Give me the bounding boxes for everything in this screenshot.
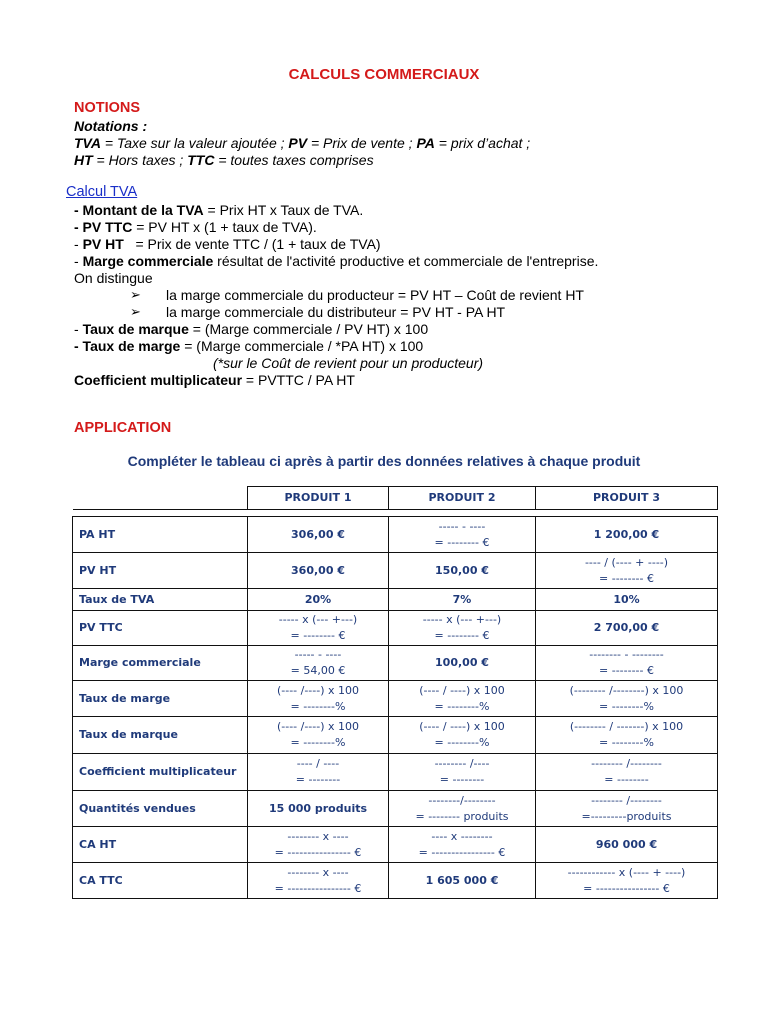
table-cell[interactable]	[536, 553, 718, 589]
product-table-body	[73, 487, 718, 899]
calcul-tva-link[interactable]: Calcul TVA	[66, 184, 138, 200]
cell-line: = -------- €	[290, 629, 346, 642]
table-row	[73, 646, 718, 681]
pv-ht-label: PV HT	[82, 236, 124, 252]
table-cell[interactable]	[536, 791, 718, 827]
ht-abbr: HT	[74, 152, 93, 168]
cell-value: 100,00 €	[435, 656, 489, 669]
taux-marge-label: - Taux de marge	[74, 338, 181, 354]
cell-line: (---- /----) x 100	[276, 683, 360, 697]
cell-line: = -------- €	[599, 664, 654, 677]
cell-value: 15 000 produits	[268, 801, 368, 815]
cell-line: (---- / ----) x 100	[419, 683, 505, 697]
cell-value: 306,00 €	[291, 527, 345, 541]
pa-abbr: PA	[416, 135, 435, 151]
montant-label: - Montant de la TVA	[74, 202, 204, 218]
row-label: Coefficient multiplicateur	[73, 754, 248, 791]
row-label: Taux de marque	[73, 717, 248, 754]
ttc-abbr: TTC	[187, 152, 215, 168]
application-heading: APPLICATION	[74, 420, 172, 436]
table-header-row	[73, 487, 718, 510]
bullet-distributeur: la marge commerciale du distributeur = PV HT - PA HT	[166, 304, 506, 320]
pv-abbr: PV	[288, 135, 308, 151]
row-label: CA HT	[73, 827, 248, 863]
bullet-producteur: la marge commerciale du producteur = PV HT – Coût de revient HT	[166, 287, 584, 303]
row-label: Taux de marge	[73, 681, 248, 717]
cell-value: 150,00 €	[435, 563, 489, 577]
cell-value: 1 605 000 €	[425, 873, 499, 887]
cell-line: (---- /----) x 100	[276, 720, 360, 733]
header-produit-3: PRODUIT 3	[536, 487, 718, 510]
table-cell[interactable]	[536, 863, 718, 899]
cell-line: = -------- €	[434, 535, 490, 549]
table-cell[interactable]	[389, 791, 536, 827]
table-cell[interactable]	[248, 754, 389, 791]
tva-abbr: TVA	[74, 135, 101, 151]
table-cell	[536, 517, 718, 553]
table-cell[interactable]	[389, 717, 536, 754]
row-label: PV HT	[73, 553, 248, 589]
application-instruction: Compléter le tableau ci après à partir des données relatives à chaque produit	[127, 453, 641, 469]
taux-marque-line	[74, 321, 428, 338]
table-cell	[248, 589, 389, 611]
cell-line: = ---------------- €	[274, 845, 362, 859]
cell-line: --------/--------	[428, 793, 496, 807]
pv-ttc-label: - PV TTC	[74, 219, 133, 235]
pv-def: = Prix de vente ;	[307, 135, 417, 151]
cell-line: (-------- /--------) x 100	[569, 683, 684, 697]
table-cell	[248, 791, 389, 827]
table-cell[interactable]	[248, 863, 389, 899]
taux-marque-prefix: -	[74, 321, 83, 337]
row-label: Quantités vendues	[73, 791, 248, 827]
cell-line: ----- x (--- +---)	[422, 613, 502, 626]
table-cell	[248, 553, 389, 589]
table-cell	[536, 589, 718, 611]
cell-value: 7%	[452, 592, 472, 606]
marge-formula: résultat de l'activité productive et commerciale de l'entreprise.	[213, 253, 599, 269]
table-cell[interactable]	[248, 717, 389, 754]
pv-ttc-formula: = PV HT x (1 + taux de TVA).	[132, 219, 317, 235]
gap-cell	[248, 510, 389, 517]
pv-ttc-line	[74, 219, 317, 236]
cell-line: -------- - --------	[589, 648, 664, 661]
ttc-def: = toutes taxes comprises	[214, 152, 374, 168]
table-row	[73, 681, 718, 717]
table-cell[interactable]	[248, 646, 389, 681]
table-cell	[248, 517, 389, 553]
notations-line-1	[74, 135, 530, 152]
cell-line: = ---------------- €	[274, 881, 362, 895]
row-label: Marge commerciale	[73, 646, 248, 681]
cell-line: = -------- €	[434, 629, 490, 642]
table-row	[73, 517, 718, 553]
bullet-arrow-icon: ➢	[130, 304, 141, 319]
table-cell[interactable]	[389, 681, 536, 717]
table-row	[73, 553, 718, 589]
cell-value: 360,00 €	[291, 563, 345, 577]
cell-line: -------- x ----	[287, 829, 349, 843]
cell-line: = ---------------- €	[583, 881, 670, 895]
table-cell[interactable]	[389, 754, 536, 791]
montant-formula: = Prix HT x Taux de TVA.	[203, 202, 364, 218]
row-label: Taux de TVA	[73, 589, 248, 611]
cell-line: (---- / ----) x 100	[419, 720, 505, 733]
cell-value: 2 700,00 €	[593, 621, 660, 634]
coef-formula: = PVTTC / PA HT	[242, 372, 355, 388]
page-title: CALCULS COMMERCIAUX	[288, 66, 480, 83]
cell-value: 1 200,00 €	[593, 527, 660, 541]
table-cell[interactable]	[536, 717, 718, 754]
pv-ht-line	[74, 236, 381, 253]
cell-line: =---------produits	[581, 809, 672, 823]
cell-line: = --------%	[599, 699, 654, 713]
table-cell[interactable]	[248, 681, 389, 717]
taux-marque-label: Taux de marque	[82, 321, 189, 337]
marge-line	[74, 253, 598, 270]
cell-line: ---- / (---- + ----)	[584, 555, 669, 569]
gap-cell	[389, 510, 536, 517]
coef-line	[74, 372, 355, 389]
header-produit-2: PRODUIT 2	[389, 487, 536, 510]
cell-line: = --------%	[290, 736, 346, 749]
cell-line: ----- x (--- +---)	[278, 613, 358, 626]
cell-line: -------- x ----	[287, 865, 349, 879]
gap-cell	[536, 510, 718, 517]
cell-line: ----- - ----	[294, 648, 342, 661]
cell-line: = --------%	[434, 699, 490, 713]
table-row	[73, 611, 718, 646]
empty-corner-cell	[73, 487, 248, 510]
cell-line: (-------- / -------) x 100	[569, 720, 684, 733]
table-row	[73, 717, 718, 754]
cell-line: ------------ x (---- + ----)	[567, 865, 686, 879]
table-cell[interactable]	[536, 646, 718, 681]
cell-line: ---- / ----	[296, 757, 340, 770]
cell-line: ----- - ----	[438, 519, 486, 533]
row-label: PA HT	[73, 517, 248, 553]
cell-line: = --------	[295, 773, 341, 786]
table-cell	[389, 589, 536, 611]
coef-label: Coefficient multiplicateur	[74, 372, 243, 388]
cell-line: = -------- €	[599, 571, 654, 585]
ht-def: = Hors taxes ;	[92, 152, 188, 168]
cell-line: ---- x --------	[431, 829, 493, 843]
table-cell[interactable]	[248, 611, 389, 646]
table-cell[interactable]	[248, 827, 389, 863]
table-row	[73, 827, 718, 863]
notations-line-2	[74, 152, 374, 169]
header-gap-row	[73, 510, 718, 517]
taux-marge-formula: = (Marge commerciale / *PA HT) x 100	[180, 338, 424, 354]
cell-line: = --------%	[434, 736, 490, 749]
row-label: PV TTC	[73, 611, 248, 646]
pa-def: = prix d’achat ;	[434, 135, 531, 151]
cell-line: = --------	[439, 773, 485, 786]
cell-value: 960 000 €	[595, 837, 658, 851]
table-row	[73, 863, 718, 899]
notations-label: Notations :	[74, 118, 148, 134]
marge-prefix: -	[74, 253, 83, 269]
table-cell	[536, 611, 718, 646]
notions-heading: NOTIONS	[74, 100, 141, 116]
cout-revient-note: (*sur le Coût de revient pour un producteur)	[213, 355, 484, 371]
table-cell[interactable]	[536, 681, 718, 717]
cell-line: = -------- produits	[415, 809, 509, 823]
cell-line: -------- /--------	[591, 793, 662, 807]
cell-line: = 54,00 €	[290, 664, 346, 677]
pv-ht-formula: = Prix de vente TTC / (1 + taux de TVA)	[123, 236, 381, 252]
cell-value: 10%	[613, 592, 640, 606]
taux-marge-line	[74, 338, 423, 355]
table-row	[73, 791, 718, 827]
marge-label: Marge commerciale	[82, 253, 214, 269]
table-cell	[536, 827, 718, 863]
table-cell	[389, 553, 536, 589]
cell-line: = ---------------- €	[418, 845, 506, 859]
cell-line: = --------%	[599, 736, 654, 749]
table-row	[73, 589, 718, 611]
cell-line: -------- /----	[434, 757, 490, 770]
table-cell[interactable]	[389, 611, 536, 646]
cell-line: = --------	[604, 773, 649, 786]
table-row	[73, 754, 718, 791]
table-cell[interactable]	[389, 827, 536, 863]
table-cell	[389, 646, 536, 681]
table-cell	[389, 863, 536, 899]
row-label: CA TTC	[73, 863, 248, 899]
tva-def: = Taxe sur la valeur ajoutée ;	[100, 135, 289, 151]
montant-tva-line	[74, 202, 363, 219]
cell-line: -------- /--------	[591, 757, 662, 770]
cell-value: 20%	[304, 592, 332, 606]
gap-cell	[73, 510, 248, 517]
on-distingue: On distingue	[74, 270, 153, 286]
cell-line: = --------%	[290, 699, 346, 713]
pv-ht-prefix: -	[74, 236, 83, 252]
product-table	[72, 486, 718, 899]
taux-marque-formula: = (Marge commerciale / PV HT) x 100	[188, 321, 429, 337]
bullet-arrow-icon: ➢	[130, 287, 141, 302]
table-cell[interactable]	[389, 517, 536, 553]
table-cell[interactable]	[536, 754, 718, 791]
header-produit-1: PRODUIT 1	[248, 487, 389, 510]
